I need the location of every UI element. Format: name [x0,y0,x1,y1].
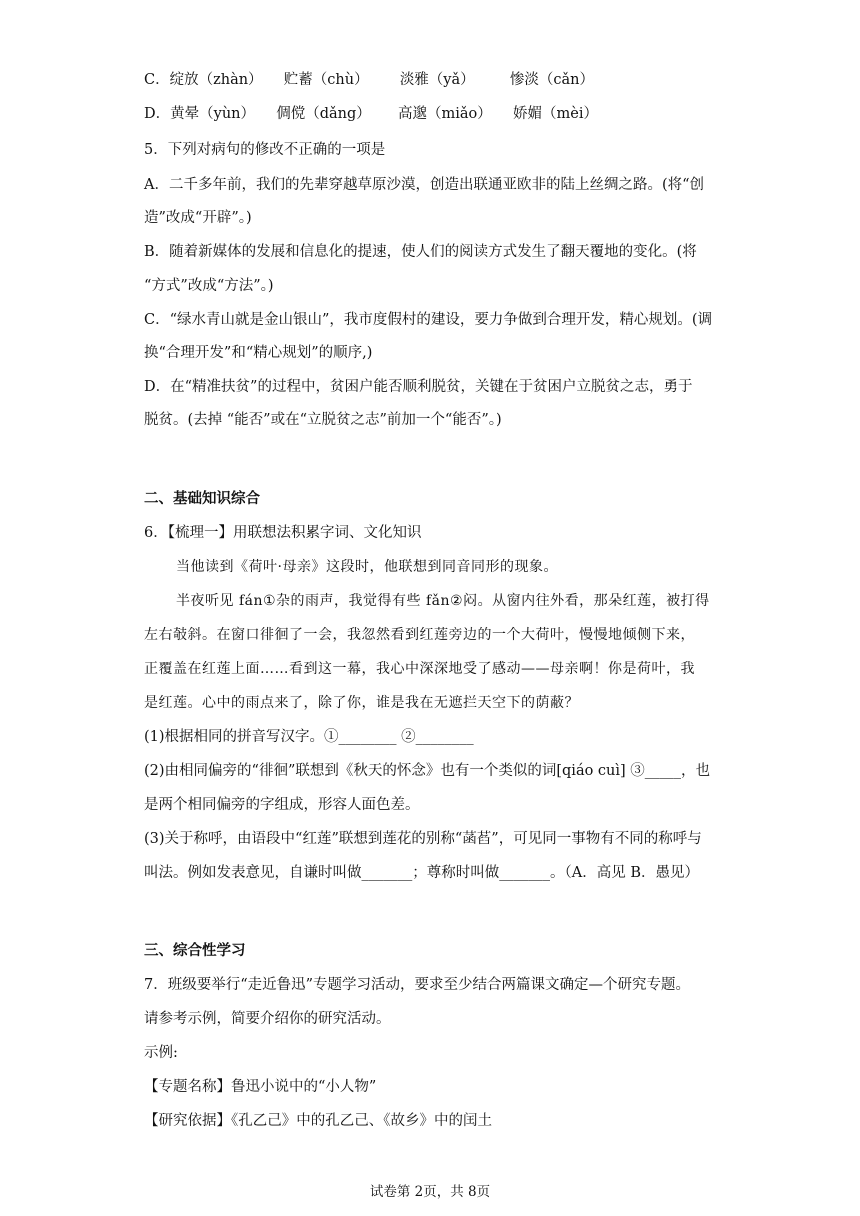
q4-d-1: D．黄晕（yùn） [144,106,255,122]
q4-c-1: C．绽放（zhàn） [144,72,263,88]
q5-stem: 5．下列对病句的修改不正确的一项是 [144,142,386,158]
q6-sub2-line1: (2)由相同偏旁的“徘徊”联想到《秋天的怀念》也有一个类似的词[qiáo cuì] ③_____，也 [144,763,711,779]
q7-example-label: 示例: [144,1045,178,1061]
section2-title: 二、基础知识综合 [144,490,260,507]
q5-d-line1: D．在“精准扶贫”的过程中，贫困户能否顺利脱贫，关键在于贫困户立脱贫之志，勇于 [144,379,693,395]
q5-a-line2: 造”改成“开辟”。) [144,210,252,226]
q6-passage-line2: 半夜听见 fán①杂的雨声，我觉得有些 fǎn②闷。从窗内往外看，那朵红莲，被打得 [176,593,710,609]
q6-sub2-line2: 是两个相同偏旁的字组成，形容人面色差。 [144,797,420,813]
q4-d-3: 高邈（miǎo） [398,106,492,122]
q6-stem: 6．【梳理一】用联想法积累字词、文化知识 [144,525,422,541]
q4-c-2: 贮蓄（chù） [283,72,369,88]
q5-d-line2: 脱贫。(去掉 “能否”或在“立脱贫之志”前加一个“能否”。) [144,412,502,428]
q6-passage-line5: 是红莲。心中的雨点来了，除了你，谁是我在无遮拦天空下的荫蔽？ [144,695,579,711]
section3-title: 三、综合性学习 [144,942,246,959]
q4-option-d [144,104,598,124]
q4-d-4: 娇媚（mèi） [512,106,598,122]
q4-d-2: 倜傥（dǎng） [276,106,371,122]
q7-example-basis: 【研究依据】《孔乙己》中的孔乙己、《故乡》中的闰土 [144,1113,492,1129]
q6-sub1: (1)根据相同的拼音写汉字。①________ ②________ [144,729,474,745]
q6-passage-line3: 左右攲斜。在窗口徘徊了一会，我忽然看到红莲旁边的一个大荷叶，慢慢地倾侧下来， [144,627,695,643]
q6-sub3-line2: 叫法。例如发表意见，自谦时叫做_______；尊称时叫做_______。（A．高见 B．愚见） [144,865,699,881]
q5-b-line1: B．随着新媒体的发展和信息化的提速，使人们的阅读方式发生了翻天覆地的变化。(将 [144,244,697,260]
q4-option-c [144,70,594,90]
q7-line2: 请参考示例，简要介绍你的研究活动。 [144,1011,391,1027]
q5-c-line2: 换“合理开发”和“精心规划”的顺序,) [144,345,373,361]
q5-b-line2: “方式”改成“方法”。) [144,278,274,294]
q4-c-3: 淡雅（yǎ） [399,72,475,88]
q5-a-line1: A．二千多年前，我们的先辈穿越草原沙漠，创造出联通亚欧非的陆上丝绸之路。(将“创 [144,177,705,193]
q4-c-4: 惨淡（cǎn） [509,72,594,88]
q7-line1: 7．班级要举行“走近鲁迅”专题学习活动，要求至少结合两篇课文确定—个研究专题。 [144,977,691,993]
q5-c-line1: C．“绿水青山就是金山银山”，我市度假村的建设，要力争做到合理开发，精心规划。(调 [144,312,713,328]
q6-passage-line1: 当他读到《荷叶·母亲》这段时，他联想到同音同形的现象。 [176,559,558,575]
q6-sub3-line1: (3)关于称呼，由语段中“红莲”联想到莲花的别称“菡萏”，可见同一事物有不同的称呼与 [144,831,702,847]
q7-example-topic: 【专题名称】鲁迅小说中的“小人物” [144,1079,377,1095]
q6-passage-line4: 正覆盖在红莲上面……看到这一幕，我心中深深地受了感动——母亲啊！你是荷叶，我 [144,661,695,677]
page-footer: 试卷第 2页，共 8页 [369,1184,491,1200]
